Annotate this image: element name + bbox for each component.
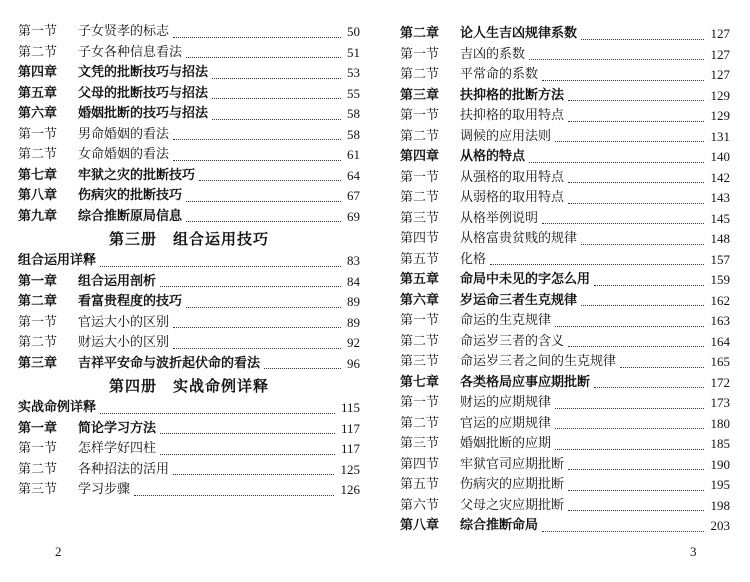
toc-entry-page: 127 (710, 46, 730, 62)
toc-entry-label: 第一节 (400, 46, 440, 62)
toc-entry (400, 65, 730, 86)
toc-entry-page: 159 (710, 272, 730, 287)
toc-entry-label: 第二节 (400, 67, 440, 82)
toc-entry-label: 第二节 (18, 461, 58, 477)
toc-entry-title: 财运大小的区别 (78, 335, 170, 350)
right-page (400, 24, 730, 537)
toc-entry-title: 女命婚姻的看法 (78, 147, 170, 162)
toc-entry-title: 怎样学好四柱 (78, 441, 157, 456)
toc-entry-label: 第一节 (18, 441, 58, 456)
toc-entry (18, 313, 360, 334)
toc-leader-dots (186, 201, 341, 202)
toc-entry (400, 455, 730, 476)
toc-entry (18, 398, 360, 419)
toc-entry-title: 吉祥平安命与波折起伏命的看法 (78, 355, 261, 371)
toc-leader-dots (490, 264, 704, 265)
toc-leader-dots (264, 368, 341, 369)
toc-entry-label: 第一节 (18, 24, 58, 39)
toc-entry (400, 516, 730, 537)
toc-entry-title: 男命婚姻的看法 (78, 126, 170, 142)
toc-entry-page: 89 (347, 294, 360, 309)
toc-entry-page: 125 (340, 461, 360, 477)
toc-entry-page: 84 (347, 273, 360, 289)
toc-entry (400, 291, 730, 312)
toc-entry-title: 命运岁三者之间的生克规律 (460, 354, 617, 369)
toc-leader-dots (568, 121, 704, 122)
toc-entry-title: 综合推断原局信息 (78, 208, 183, 224)
toc-entry-page: 127 (710, 67, 730, 82)
toc-entry (400, 373, 730, 394)
toc-leader-dots (555, 428, 704, 429)
toc-entry-label: 第二节 (18, 335, 58, 350)
toc-entry-label: 第二节 (400, 190, 440, 205)
toc-entry-title: 岁运命三者生克规律 (460, 292, 578, 308)
toc-leader-dots (555, 449, 704, 450)
toc-leader-dots (555, 408, 704, 409)
toc-entry-label: 第一节 (400, 313, 440, 328)
toc-entry-label: 第一节 (400, 108, 440, 123)
toc-entry-title: 综合推断命局 (460, 518, 539, 533)
toc-entry-label: 第二章 (18, 294, 58, 309)
toc-entry-label: 第二节 (18, 44, 58, 60)
toc-entry-label: 第六章 (18, 106, 58, 121)
toc-leader-dots (581, 305, 704, 306)
toc-entry-page: 129 (710, 108, 730, 123)
toc-entry (400, 147, 730, 168)
toc-entry-page: 115 (340, 400, 360, 415)
toc-entry (18, 104, 360, 125)
toc-entry-page: 185 (710, 436, 730, 451)
toc-entry-label: 第三节 (400, 354, 440, 369)
toc-entry-page: 203 (710, 518, 730, 533)
toc-entry (400, 434, 730, 455)
toc-entry-title: 化格 (460, 251, 487, 267)
right-page-number: 3 (690, 544, 697, 559)
toc-leader-dots (568, 510, 704, 511)
toc-entry (18, 333, 360, 354)
toc-entry-title: 各类格局应事应期批断 (460, 374, 591, 390)
toc-entry-label: 第三节 (400, 436, 440, 451)
toc-entry-label: 第二节 (400, 333, 440, 349)
toc-entry (18, 354, 360, 375)
toc-leader-dots (581, 39, 704, 40)
toc-entry-page: 83 (347, 253, 360, 268)
toc-entry-label: 第七章 (400, 374, 440, 390)
toc-entry-label: 第五章 (400, 272, 440, 287)
toc-entry-title: 牢狱之灾的批断技巧 (78, 167, 196, 183)
toc-leader-dots (100, 266, 341, 267)
toc-entry (18, 419, 360, 440)
toc-leader-dots (568, 469, 704, 470)
left-page (18, 22, 360, 501)
toc-leader-dots (134, 495, 334, 496)
toc-entry (400, 168, 730, 189)
toc-entry-title: 吉凶的系数 (460, 46, 526, 62)
toc-entry (400, 86, 730, 107)
toc-entry (18, 84, 360, 105)
toc-entry-page: 67 (347, 188, 360, 203)
toc-entry-title: 财运的应期规律 (460, 395, 552, 410)
toc-leader-dots (594, 387, 704, 388)
toc-entry-title: 命运的生克规律 (460, 313, 552, 328)
toc-entry (18, 43, 360, 64)
toc-entry-title: 从格富贵贫贱的规律 (460, 231, 578, 246)
book4-heading: 第四册 实战命例详释 (108, 377, 269, 395)
toc-entry-label: 第五节 (400, 477, 440, 492)
toc-entry-label: 第三章 (18, 355, 58, 371)
toc-entry-title: 命运岁三者的含义 (460, 333, 565, 349)
toc-entry-title: 父母之灾应期批断 (460, 497, 565, 513)
toc-entry-title: 简论学习方法 (78, 420, 157, 436)
toc-entry (400, 414, 730, 435)
toc-entry-label: 第二节 (400, 128, 440, 144)
toc-entry-page: 51 (347, 44, 360, 60)
toc-entry-title: 扶抑格的取用特点 (460, 108, 565, 123)
toc-entry-page: 53 (347, 65, 360, 80)
toc-entry-title: 调候的应用法则 (460, 128, 552, 144)
toc-entry-page: 92 (347, 335, 360, 350)
toc-entry-title: 伤病灾的批断技巧 (78, 188, 183, 203)
toc-leader-dots (555, 326, 704, 327)
toc-entry-title: 伤病灾的应期批断 (460, 477, 565, 492)
toc-entry-page: 190 (710, 456, 730, 472)
toc-leader-dots (555, 141, 704, 142)
toc-entry-label: 第三章 (400, 87, 440, 103)
toc-entry-title: 扶抑格的批断方法 (460, 87, 565, 103)
toc-entry-page: 129 (710, 87, 730, 103)
toc-entry-page: 64 (347, 167, 360, 183)
toc-entry-page: 140 (710, 149, 730, 164)
toc-leader-dots (173, 160, 341, 161)
toc-leader-dots (100, 413, 335, 414)
toc-entry-title: 从强格的取用特点 (460, 169, 565, 185)
toc-entry (18, 251, 360, 272)
toc-leader-dots (542, 80, 704, 81)
toc-entry (400, 250, 730, 271)
book3-toc-list (18, 251, 360, 374)
toc-entry (18, 22, 360, 43)
toc-entry-title: 论人生吉凶规律系数 (460, 26, 578, 41)
toc-entry-label: 第三节 (18, 482, 58, 497)
toc-entry-page: 117 (340, 441, 360, 456)
toc-leader-dots (568, 182, 704, 183)
toc-entry-title: 看富贵程度的技巧 (78, 294, 183, 309)
toc-entry-title: 官运的应期规律 (460, 415, 552, 431)
toc-entry (18, 63, 360, 84)
toc-entry-page: 162 (710, 292, 730, 308)
toc-leader-dots (568, 203, 704, 204)
right-toc-list (400, 24, 730, 537)
toc-leader-dots (160, 454, 335, 455)
toc-entry-page: 61 (347, 147, 360, 162)
toc-entry (18, 439, 360, 460)
toc-entry-title: 各种招法的活用 (78, 461, 170, 477)
toc-entry-page: 195 (710, 477, 730, 492)
toc-entry-page: 58 (347, 126, 360, 142)
toc-leader-dots (160, 286, 341, 287)
toc-leader-dots (542, 223, 704, 224)
book4-toc-list (18, 398, 360, 501)
toc-leader-dots (594, 285, 704, 286)
toc-entry-title: 命局中未见的字怎么用 (460, 272, 591, 287)
toc-entry (18, 186, 360, 207)
toc-leader-dots (212, 98, 341, 99)
toc-entry-title: 从格的特点 (460, 149, 526, 164)
toc-entry (18, 272, 360, 293)
toc-entry-label: 第八章 (18, 188, 58, 203)
toc-entry-label: 第四节 (400, 456, 440, 472)
toc-leader-dots (199, 180, 341, 181)
toc-leader-dots (173, 474, 334, 475)
toc-entry-label: 第四节 (400, 231, 440, 246)
toc-leader-dots (568, 490, 704, 491)
toc-entry-page: 117 (340, 420, 360, 436)
toc-entry-page: 131 (710, 128, 730, 144)
toc-leader-dots (620, 367, 704, 368)
toc-entry-label: 第二节 (18, 147, 58, 162)
left-page-number: 2 (55, 544, 62, 559)
toc-leader-dots (186, 307, 341, 308)
toc-entry-title: 官运大小的区别 (78, 314, 170, 330)
toc-leader-dots (160, 433, 335, 434)
toc-entry-label: 第三节 (400, 210, 440, 226)
toc-leader-dots (186, 221, 341, 222)
toc-entry-title: 子女各种信息看法 (78, 44, 183, 60)
toc-leader-dots (173, 37, 341, 38)
toc-leader-dots (529, 59, 704, 60)
toc-entry (18, 292, 360, 313)
toc-entry-label: 第二章 (400, 26, 440, 41)
toc-leader-dots (568, 100, 704, 101)
toc-leader-dots (186, 57, 341, 58)
toc-entry (18, 145, 360, 166)
toc-entry-page: 127 (710, 26, 730, 41)
toc-entry (400, 270, 730, 291)
toc-entry-title: 平常命的系数 (460, 67, 539, 82)
toc-entry (400, 188, 730, 209)
toc-entry-title: 婚姻批断的技巧与招法 (78, 106, 209, 121)
toc-leader-dots (173, 348, 341, 349)
toc-entry-title: 从弱格的取用特点 (460, 190, 565, 205)
toc-entry-label: 第五章 (18, 85, 58, 101)
toc-entry-page: 126 (340, 482, 360, 497)
toc-entry (400, 311, 730, 332)
toc-leader-dots (212, 119, 341, 120)
toc-leader-dots (581, 244, 704, 245)
toc-entry-page: 163 (710, 313, 730, 328)
toc-entry-page: 50 (347, 24, 360, 39)
toc-entry (400, 332, 730, 353)
toc-entry-title: 牢狱官司应期批断 (460, 456, 565, 472)
toc-entry-label: 第四章 (400, 149, 440, 164)
toc-entry-title: 子女贤孝的标志 (78, 24, 170, 39)
toc-entry (400, 352, 730, 373)
toc-entry (400, 24, 730, 45)
toc-entry-label: 第四章 (18, 65, 58, 80)
toc-entry-label: 第五节 (400, 251, 440, 267)
toc-entry (400, 209, 730, 230)
toc-entry-title: 父母的批断技巧与招法 (78, 85, 209, 101)
toc-entry-label: 第一节 (18, 126, 58, 142)
toc-entry (18, 125, 360, 146)
toc-entry (400, 496, 730, 517)
toc-entry-label: 第一节 (400, 169, 440, 185)
toc-leader-dots (212, 78, 341, 79)
toc-entry-page: 157 (710, 251, 730, 267)
toc-entry-title: 婚姻批断的应期 (460, 436, 552, 451)
toc-entry-page: 69 (347, 208, 360, 224)
left-toc-list (18, 22, 360, 227)
toc-entry (400, 45, 730, 66)
toc-entry-title: 文凭的批断技巧与招法 (78, 65, 209, 80)
toc-entry-page: 148 (710, 231, 730, 246)
toc-entry-page: 142 (710, 169, 730, 185)
toc-entry-title: 组合运用剖析 (78, 273, 157, 289)
toc-entry-label: 第六节 (400, 497, 440, 513)
toc-entry-page: 180 (710, 415, 730, 431)
toc-entry-label: 第六章 (400, 292, 440, 308)
toc-entry (18, 166, 360, 187)
toc-entry-page: 143 (710, 190, 730, 205)
toc-leader-dots (568, 346, 704, 347)
toc-entry-page: 172 (710, 374, 730, 390)
toc-entry-page: 55 (347, 85, 360, 101)
toc-entry (400, 229, 730, 250)
toc-entry-page: 96 (347, 355, 360, 371)
toc-entry-label: 第七章 (18, 167, 58, 183)
toc-entry-title: 学习步骤 (78, 482, 131, 497)
toc-entry-label: 第一节 (400, 395, 440, 410)
toc-entry-title: 从格举例说明 (460, 210, 539, 226)
toc-entry-label: 第九章 (18, 208, 58, 224)
toc-entry-title: 实战命例详释 (18, 400, 97, 415)
toc-entry-page: 145 (710, 210, 730, 226)
toc-entry-label: 第二节 (400, 415, 440, 431)
toc-entry-title: 组合运用详释 (18, 253, 97, 268)
book3-heading: 第三册 组合运用技巧 (108, 230, 269, 248)
toc-leader-dots (173, 139, 341, 140)
toc-entry-label: 第一章 (18, 420, 58, 436)
toc-leader-dots (173, 327, 341, 328)
toc-leader-dots (529, 162, 704, 163)
toc-entry (400, 127, 730, 148)
toc-leader-dots (542, 531, 704, 532)
toc-entry (400, 475, 730, 496)
toc-entry-page: 198 (710, 497, 730, 513)
toc-entry-label: 第一节 (18, 314, 58, 330)
toc-entry (18, 460, 360, 481)
toc-entry-label: 第八章 (400, 518, 440, 533)
toc-entry-page: 173 (710, 395, 730, 410)
toc-entry-page: 89 (347, 314, 360, 330)
toc-entry (18, 207, 360, 228)
toc-entry (400, 106, 730, 127)
toc-entry-page: 58 (347, 106, 360, 121)
toc-entry (18, 480, 360, 501)
toc-entry-page: 164 (710, 333, 730, 349)
toc-entry-page: 165 (710, 354, 730, 369)
toc-entry-label: 第一章 (18, 273, 58, 289)
toc-entry (400, 393, 730, 414)
